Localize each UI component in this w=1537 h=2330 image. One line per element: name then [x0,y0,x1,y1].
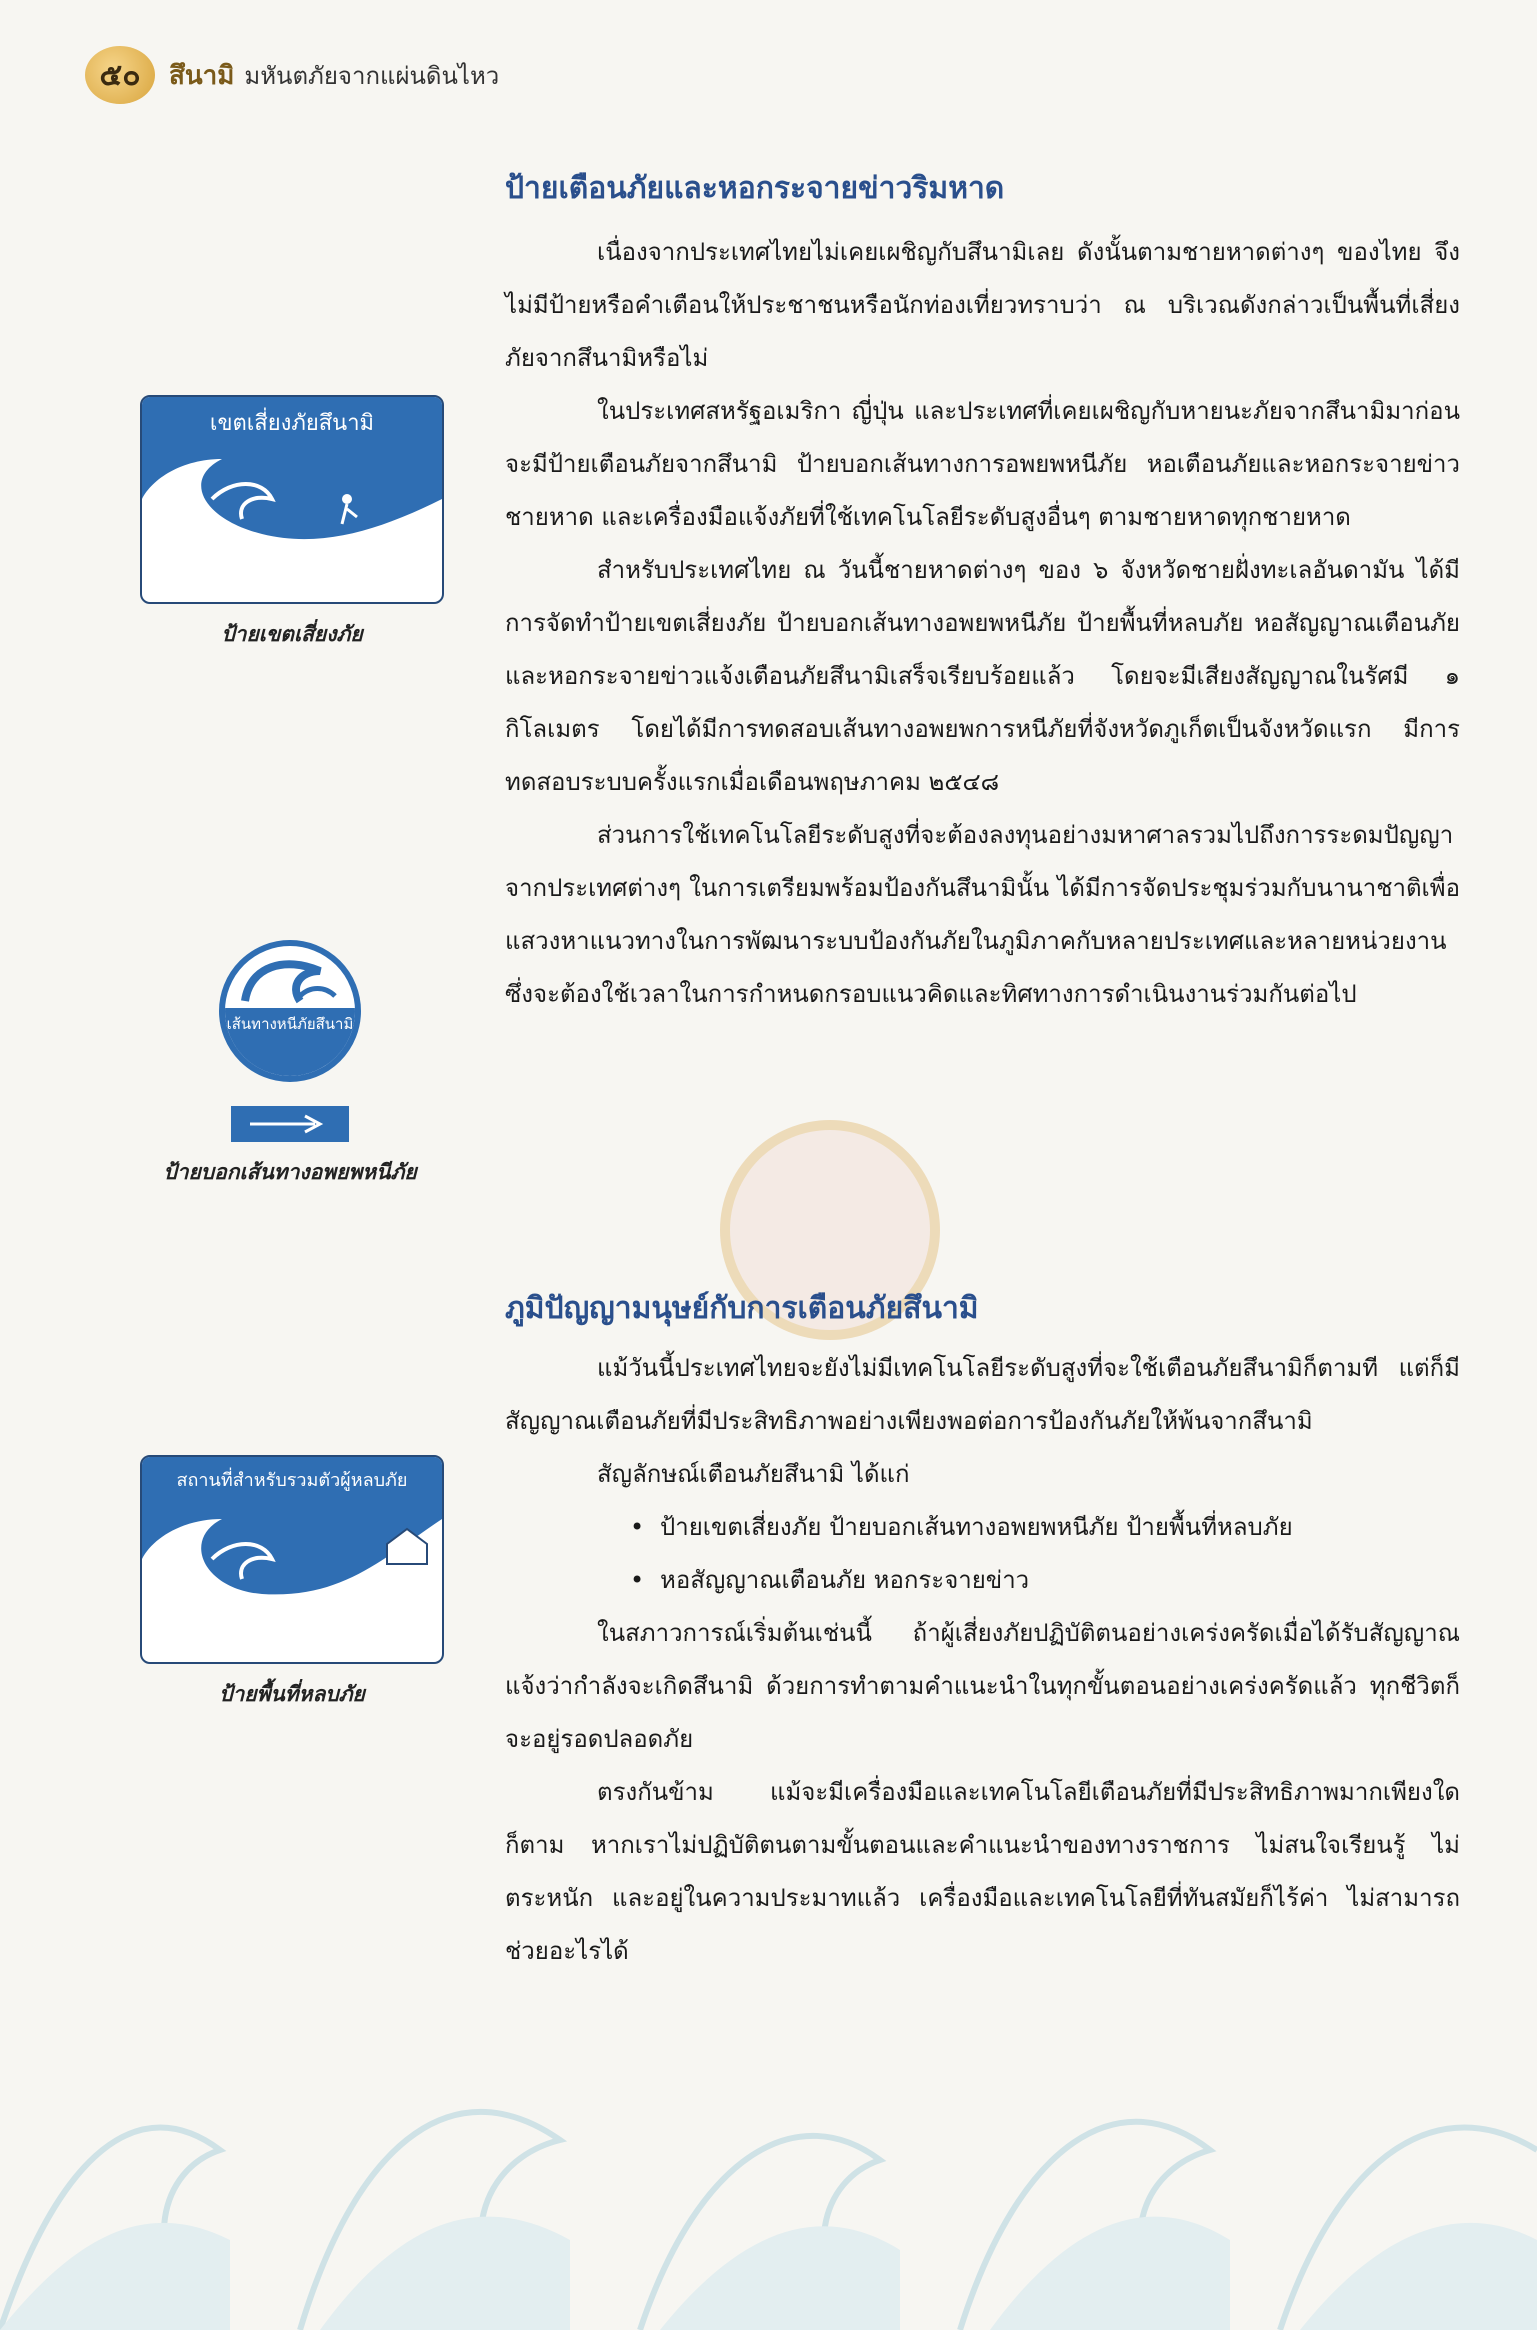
sign-banner-text: เขตเสี่ยงภัยสึนามิ [142,397,442,448]
symbol-list [505,1501,1460,1607]
paragraph: ส่วนการใช้เทคโนโลยีระดับสูงที่จะต้องลงทุนอย่างมหาศาลรวมไปถึงการระดมปัญญาจากประเทศต่างๆ ในการเตรียมพร้อมป้องกันสึนามินั้น ได้มีการจัดประชุมร่วมกับนานาชาติเพื่อแสวงหาแนวทางในการพัฒนาระบบป้องกันภัยในภูมิภาคกับหลายประเทศและหลายหน่วยงาน ซึ่งจะต้องใช้เวลาในการกำหนดกรอบแนวคิดและทิศทางการดำเนินงานร่วมกันต่อไป [505,821,1460,1008]
paragraph: สำหรับประเทศไทย ณ วันนี้ชายหาดต่างๆ ของ ๖ จังหวัดชายฝั่งทะเลอันดามัน ได้มีการจัดทำป้ายเขตเสี่ยงภัย ป้ายบอกเส้นทางอพยพหนีภัย ป้ายพื้นที่หลบภัย หอสัญญาณเตือนภัย และหอกระจายข่าวแจ้งเตือนภัยสึนามิเสร็จเรียบร้อยแล้ว โดยจะมีเสียงสัญญาณในรัศมี ๑ กิโลเมตร โดยได้มีการทดสอบเส้นทางอพยพการหนีภัยที่จังหวัดภูเก็ตเป็นจังหวัดแรก มีการทดสอบระบบครั้งแรกเมื่อเดือนพฤษภาคม ๒๕๔๘ [505,556,1460,796]
page-number-badge: ๕๐ [85,46,155,104]
section-heading: ภูมิปัญญามนุษย์กับการเตือนภัยสึนามิ [505,1291,979,1326]
paragraph: ตรงกันข้าม แม้จะมีเครื่องมือและเทคโนโลยีเตือนภัยที่มีประสิทธิภาพมากเพียงใดก็ตาม หากเราไม่ปฏิบัติตนตามขั้นตอนและคำแนะนำของทางราชการ ไม่สนใจเรียนรู้ ไม่ตระหนัก และอยู่ในความประมาทแล้ว เครื่องมือและเทคโนโลยีที่ทันสมัยก็ไร้ค่า ไม่สามารถช่วยอะไรได้ [505,1778,1460,1965]
tsunami-wave-icon [142,439,442,549]
section-human-wisdom [505,1285,1460,1978]
figure-safe-area-sign [140,1455,444,1711]
arrow-right-icon [231,1106,349,1142]
paragraph: ในสภาวการณ์เริ่มต้นเช่นนี้ ถ้าผู้เสี่ยงภัยปฏิบัติตนอย่างเคร่งครัดเมื่อได้รับสัญญาณแจ้งว่ากำลังจะเกิดสึนามิ ด้วยการทำตามคำแนะนำในทุกขั้นตอนอย่างเคร่งครัดแล้ว ทุกชีวิตก็จะอยู่รอดปลอดภัย [505,1619,1460,1753]
list-item: • ป้ายเขตเสี่ยงภัย ป้ายบอกเส้นทางอพยพหนีภัย ป้ายพื้นที่หลบภัย [630,1501,1460,1554]
sign-label: เส้นทางหนีภัยสึนามิ [225,1008,355,1076]
figure-caption: ป้ายบอกเส้นทางอพยพหนีภัย [163,1160,417,1184]
symbols-intro: สัญลักษณ์เตือนภัยสึนามิ ได้แก่ [597,1460,910,1488]
book-title: สึนามิ [169,60,235,91]
figure-hazard-zone-sign [140,395,444,651]
sign-banner-text: สถานที่สำหรับรวมตัวผู้หลบภัย [142,1457,442,1502]
list-item: • หอสัญญาณเตือนภัย หอกระจายข่าว [630,1554,1460,1607]
evacuation-route-sign-image [219,940,361,1082]
figure-caption: ป้ายพื้นที่หลบภัย [219,1682,365,1706]
section-warning-signs [505,165,1460,1021]
book-subtitle: มหันตภัยจากแผ่นดินไหว [244,61,500,90]
figure-caption: ป้ายเขตเสี่ยงภัย [221,622,363,646]
paragraph: ในประเทศสหรัฐอเมริกา ญี่ปุ่น และประเทศที่เคยเผชิญกับหายนะภัยจากสึนามิมาก่อน จะมีป้ายเตือนภัยจากสึนามิ ป้ายบอกเส้นทางการอพยพหนีภัย หอเตือนภัยและหอกระจายข่าวชายหาด และเครื่องมือแจ้งภัยที่ใช้เทคโนโลยีระดับสูงอื่นๆ ตามชายหาดทุกชายหาด [505,397,1460,531]
paragraph: เนื่องจากประเทศไทยไม่เคยเผชิญกับสึนามิเลย ดังนั้นตามชายหาดต่างๆ ของไทย จึงไม่มีป้ายหรือคำเตือนให้ประชาชนหรือนักท่องเที่ยวทราบว่า ณ บริเวณดังกล่าวเป็นพื้นที่เสี่ยงภัยจากสึนามิหรือไม่ [505,238,1460,372]
paragraph: แม้วันนี้ประเทศไทยจะยังไม่มีเทคโนโลยีระดับสูงที่จะใช้เตือนภัยสึนามิก็ตามที แต่ก็มีสัญญาณเตือนภัยที่มีประสิทธิภาพอย่างเพียงพอต่อการป้องกันภัยให้พ้นจากสึนามิ [505,1354,1460,1435]
tsunami-wave-icon [142,1499,442,1609]
section-heading: ป้ายเตือนภัยและหอกระจายข่าวริมหาด [505,171,1005,206]
figure-evacuation-route-sign [140,940,440,1189]
page-header [85,45,499,105]
safe-area-sign-image [140,1455,444,1664]
wave-icon [225,946,355,1016]
hazard-zone-sign-image [140,395,444,604]
wave-background-illustration [0,2030,1537,2330]
